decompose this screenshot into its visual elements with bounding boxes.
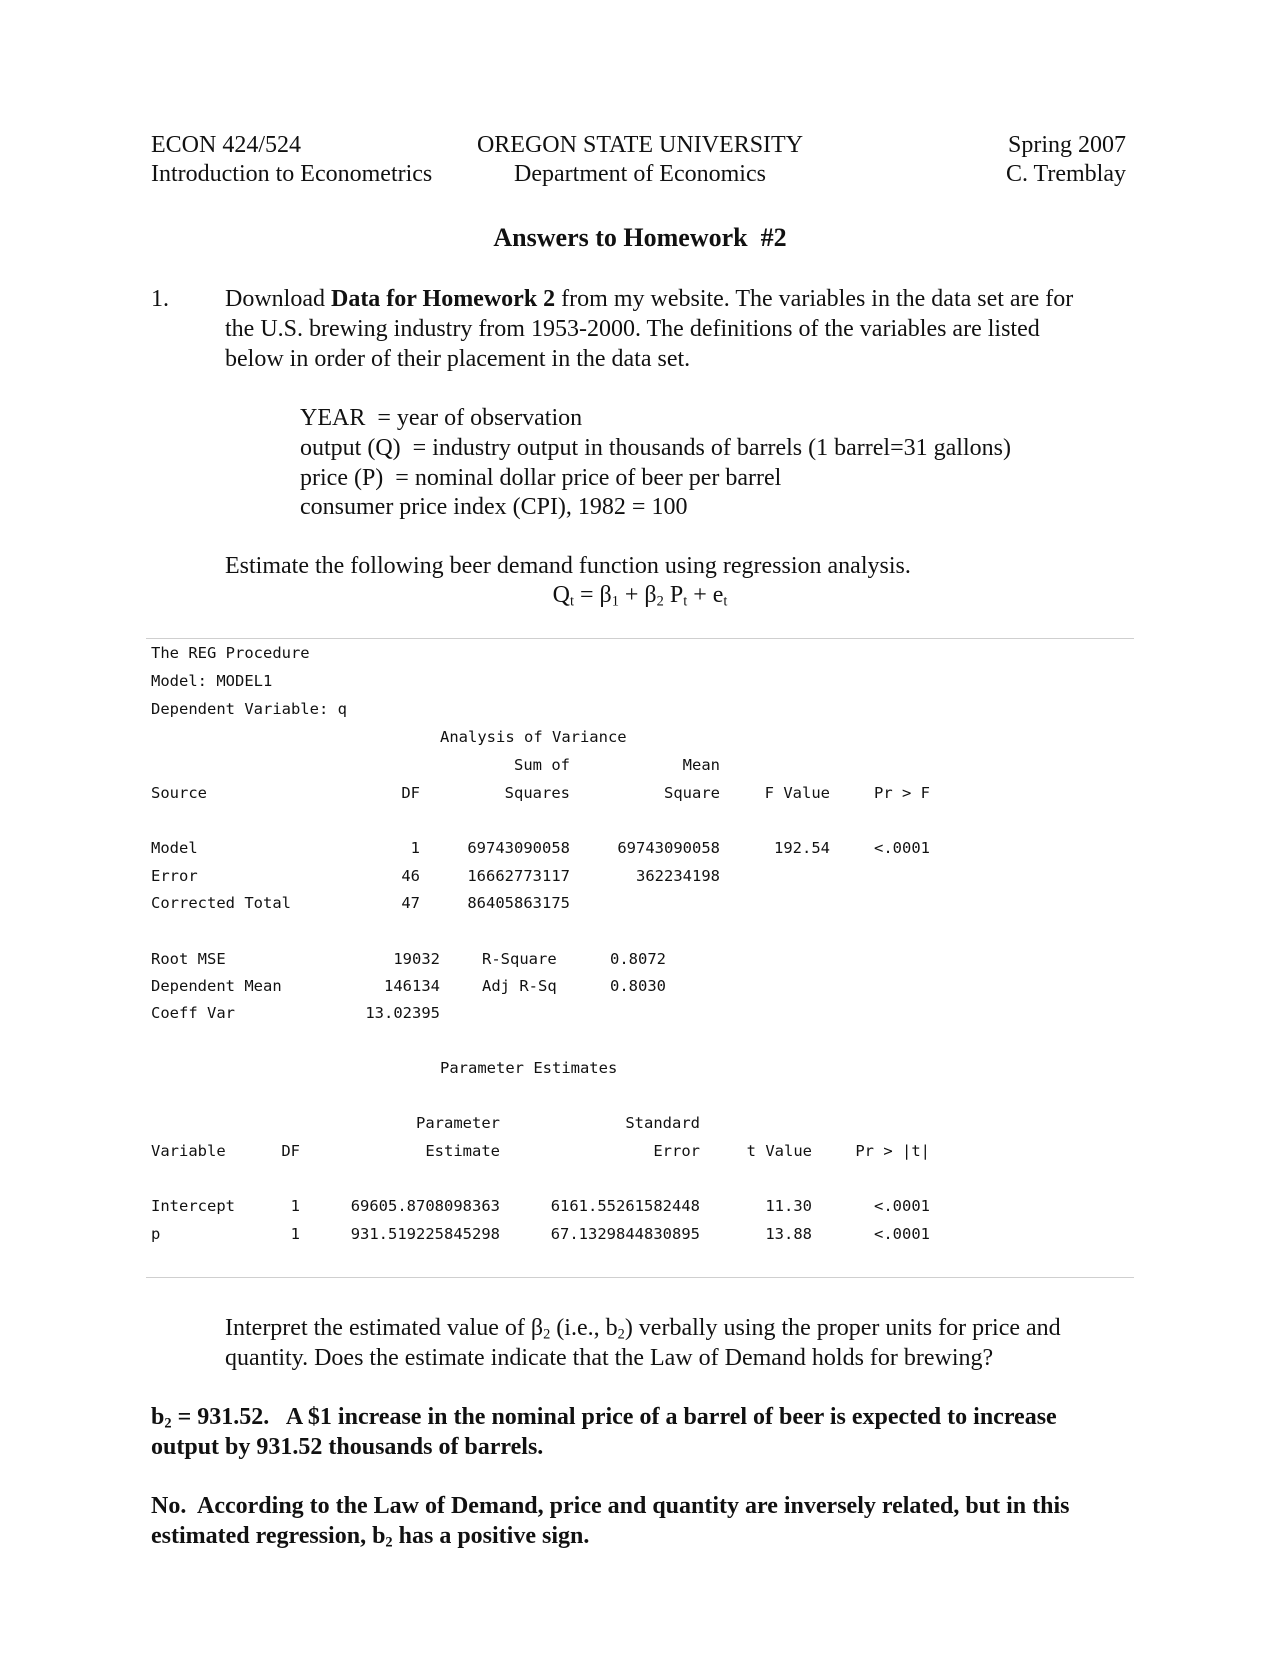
answer-1-line-2: output by 931.52 thousands of barrels. — [151, 1434, 544, 1460]
param-row-variable: Intercept — [151, 1197, 235, 1215]
anova-header-sum-of: Sum of — [514, 756, 570, 774]
param-row-p: <.0001 — [874, 1197, 930, 1215]
definition-output: output (Q) = industry output in thousands of barrels (1 barrel=31 gallons) — [300, 435, 1011, 461]
anova-header-df: DF — [401, 784, 420, 802]
param-header-df: DF — [281, 1142, 300, 1160]
param-row-p: <.0001 — [874, 1225, 930, 1243]
param-row-variable: p — [151, 1225, 161, 1243]
param-header-error: Error — [653, 1142, 700, 1160]
demand-equation: $Q_t = \beta_1 + \beta_2$ $P_t + e_t$ — [552, 582, 728, 610]
param-row-estimate: 931.519225845298 — [350, 1225, 500, 1243]
interpret-line-2: quantity. Does the estimate indicate that the Law of Demand holds for brewing? — [225, 1345, 994, 1371]
anova-title: Analysis of Variance — [440, 728, 627, 746]
anova-header-mean: Mean — [682, 756, 720, 774]
anova-row-p: <.0001 — [874, 839, 930, 857]
course-code: ECON 424/524 — [151, 132, 301, 158]
anova-row-df: 47 — [401, 894, 420, 912]
definition-cpi: consumer price index (CPI), 1982 = 100 — [300, 494, 688, 520]
param-row-t: 11.30 — [765, 1197, 812, 1215]
param-row-df: 1 — [290, 1197, 300, 1215]
anova-row-source: Model — [151, 839, 198, 857]
param-header-t-value: t Value — [746, 1142, 812, 1160]
interpret-line-1: Interpret the estimated value of $\beta_2$ (i.e., $b_2$) verbally using the proper units for price and — [225, 1315, 1061, 1343]
question-number: 1. — [151, 286, 169, 312]
question-line-2: the U.S. brewing industry from 1953-2000. The definitions of the variables are listed — [225, 316, 1040, 342]
fit-label-2: R-Square — [482, 950, 557, 968]
anova-header-pr-f: Pr > F — [874, 784, 930, 802]
anova-header-f-value: F Value — [764, 784, 830, 802]
param-row-df: 1 — [290, 1225, 300, 1243]
fit-value: 146134 — [384, 977, 440, 995]
definition-year: YEAR = year of observation — [300, 405, 583, 431]
output-top-rule — [146, 638, 1134, 639]
anova-header-square: Square — [664, 784, 720, 802]
question-line-1: Download Data for Homework 2 from my website. The variables in the data set are for — [225, 286, 1074, 312]
fit-label: Dependent Mean — [151, 977, 282, 995]
anova-header-squares: Squares — [504, 784, 570, 802]
data-name-bold: Data for Homework 2 — [330, 286, 556, 312]
output-bottom-rule — [146, 1277, 1134, 1278]
anova-row-ss: 16662773117 — [467, 867, 570, 885]
answer-2-line-1: No. According to the Law of Demand, price and quantity are inversely related, but in this — [151, 1493, 1070, 1519]
estimate-instruction: Estimate the following beer demand function using regression analysis. — [225, 553, 911, 579]
fit-value-2: 0.8030 — [610, 977, 666, 995]
department-name: Department of Economics — [514, 161, 766, 187]
university-name: OREGON STATE UNIVERSITY — [476, 132, 804, 158]
fit-value-2: 0.8072 — [610, 950, 666, 968]
question-line-3: below in order of their placement in the data set. — [225, 346, 691, 372]
anova-row-df: 46 — [401, 867, 420, 885]
param-row-estimate: 69605.8708098363 — [350, 1197, 500, 1215]
anova-row-source: Corrected Total — [151, 894, 291, 912]
model-name: Model: MODEL1 — [151, 672, 273, 690]
answer-1-line-1: $b_2 = 931.52$. A $1 increase in the nominal price of a barrel of beer is expected to increase — [151, 1404, 1057, 1432]
proc-name: The REG Procedure — [151, 644, 310, 662]
param-header-estimate: Estimate — [425, 1142, 500, 1160]
fit-value: 19032 — [393, 950, 440, 968]
term: Spring 2007 — [1007, 132, 1126, 158]
param-title: Parameter Estimates — [440, 1059, 618, 1077]
anova-row-source: Error — [151, 867, 198, 885]
param-header-variable: Variable — [151, 1142, 226, 1160]
instructor: C. Tremblay — [1005, 161, 1126, 187]
param-header-standard: Standard — [625, 1114, 700, 1132]
anova-row-ms: 362234198 — [636, 867, 720, 885]
param-row-t: 13.88 — [765, 1225, 812, 1243]
anova-header-source: Source — [151, 784, 207, 802]
anova-row-ms: 69743090058 — [617, 839, 720, 857]
param-row-se: 6161.55261582448 — [550, 1197, 700, 1215]
param-row-se: 67.1329844830895 — [550, 1225, 700, 1243]
fit-label: Coeff Var — [151, 1004, 235, 1022]
anova-row-ss: 69743090058 — [467, 839, 570, 857]
fit-label: Root MSE — [151, 950, 226, 968]
param-header-pr-t: Pr > |t| — [855, 1142, 930, 1160]
anova-row-f: 192.54 — [774, 839, 830, 857]
fit-value: 13.02395 — [365, 1004, 440, 1022]
dependent-variable: Dependent Variable: q — [151, 700, 347, 718]
definition-price: price (P) = nominal dollar price of beer per barrel — [300, 465, 782, 491]
fit-label-2: Adj R-Sq — [482, 977, 557, 995]
course-name: Introduction to Econometrics — [151, 161, 433, 187]
anova-row-df: 1 — [410, 839, 420, 857]
anova-row-ss: 86405863175 — [467, 894, 570, 912]
answer-2-line-2: estimated regression, $b_2$ has a positive sign. — [151, 1523, 590, 1551]
param-header-parameter: Parameter — [416, 1114, 500, 1132]
page-title: Answers to Homework #2 — [493, 223, 787, 252]
